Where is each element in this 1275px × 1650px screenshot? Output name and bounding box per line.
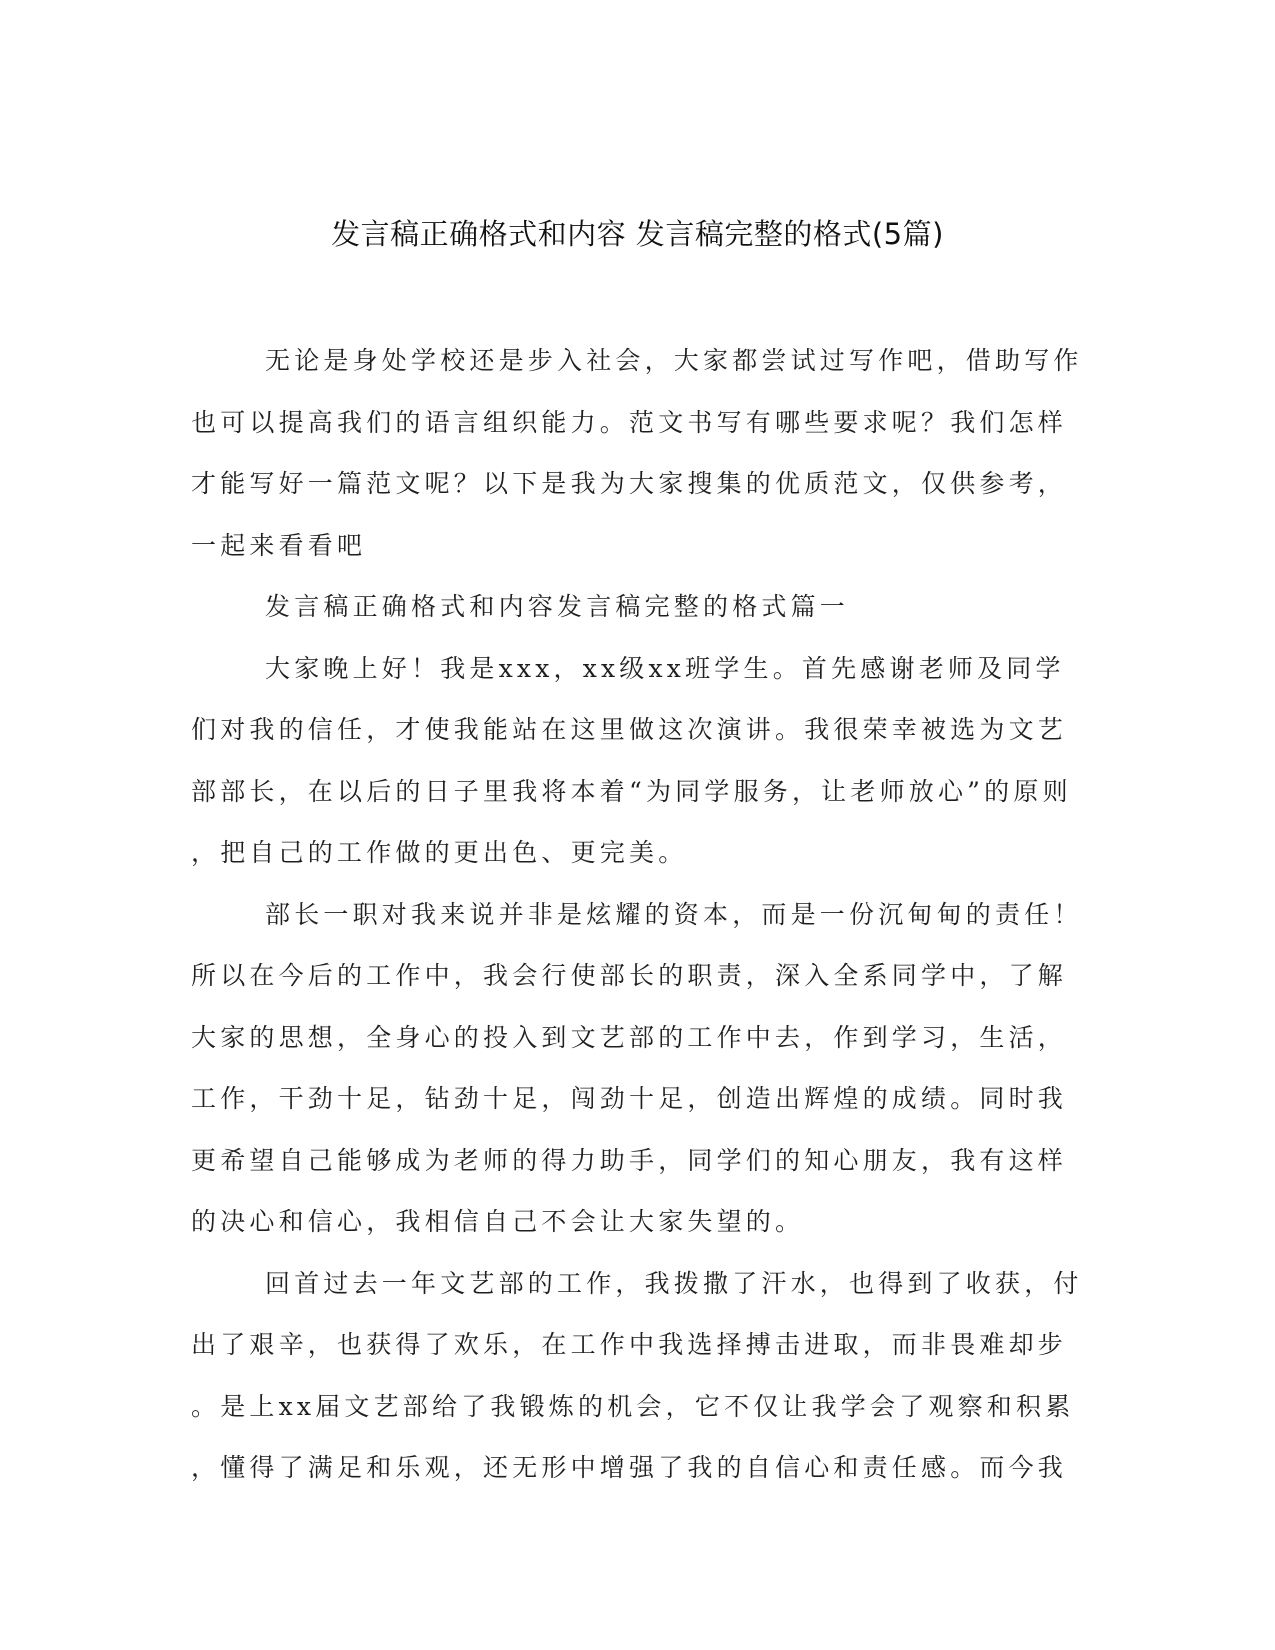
section-heading: 发言稿正确格式和内容发言稿完整的格式篇一 [265,592,850,621]
paragraph-line: 出了艰辛，也获得了欢乐，在工作中我选择搏击进取，而非畏难却步 [191,1330,1068,1359]
document-body [191,330,1084,1499]
paragraph-line: 所以在今后的工作中，我会行使部长的职责，深入全系同学中，了解 [191,961,1068,990]
paragraph-line: 回首过去一年文艺部的工作，我拨撒了汗水，也得到了收获，付 [265,1268,1083,1298]
paragraph-line: 部部长，在以后的日子里我将本着“为同学服务，让老师放心”的原则 [191,776,1072,806]
paragraph-line: 更希望自己能够成为老师的得力助手，同学们的知心朋友，我有这样 [191,1145,1068,1175]
paragraph-line: ，把自己的工作做的更出色、更完美。 [191,838,688,867]
paragraph-line: 一起来看看吧 [191,530,367,560]
paragraph-line: 的决心和信心，我相信自己不会让大家失望的。 [191,1207,805,1236]
document-title: 发言稿正确格式和内容 发言稿完整的格式(5篇) [331,217,944,251]
paragraph-line: ，懂得了满足和乐观，还无形中增强了我的自信心和责任感。而今我 [191,1453,1068,1482]
paragraph-line: 。是上xx届文艺部给了我锻炼的机会，它不仅让我学会了观察和积累 [191,1391,1075,1421]
paragraph-line: 部长一职对我来说并非是炫耀的资本，而是一份沉甸甸的责任！ [265,899,1083,929]
paragraph-line: 大家晚上好！我是xxx，xx级xx班学生。首先感谢老师及同学 [265,653,1065,683]
paragraph-line: 无论是身处学校还是步入社会，大家都尝试过写作吧，借助写作 [265,346,1083,375]
paragraph-line: 工作，干劲十足，钻劲十足，闯劲十足，创造出辉煌的成绩。同时我 [191,1084,1068,1113]
paragraph-line: 也可以提高我们的语言组织能力。范文书写有哪些要求呢？我们怎样 [191,407,1068,437]
paragraph-line: 们对我的信任，才使我能站在这里做这次演讲。我很荣幸被选为文艺 [191,715,1068,744]
paragraph-line: 才能写好一篇范文呢？以下是我为大家搜集的优质范文，仅供参考， [191,469,1068,498]
paragraph-line: 大家的思想，全身心的投入到文艺部的工作中去，作到学习，生活， [191,1022,1068,1052]
